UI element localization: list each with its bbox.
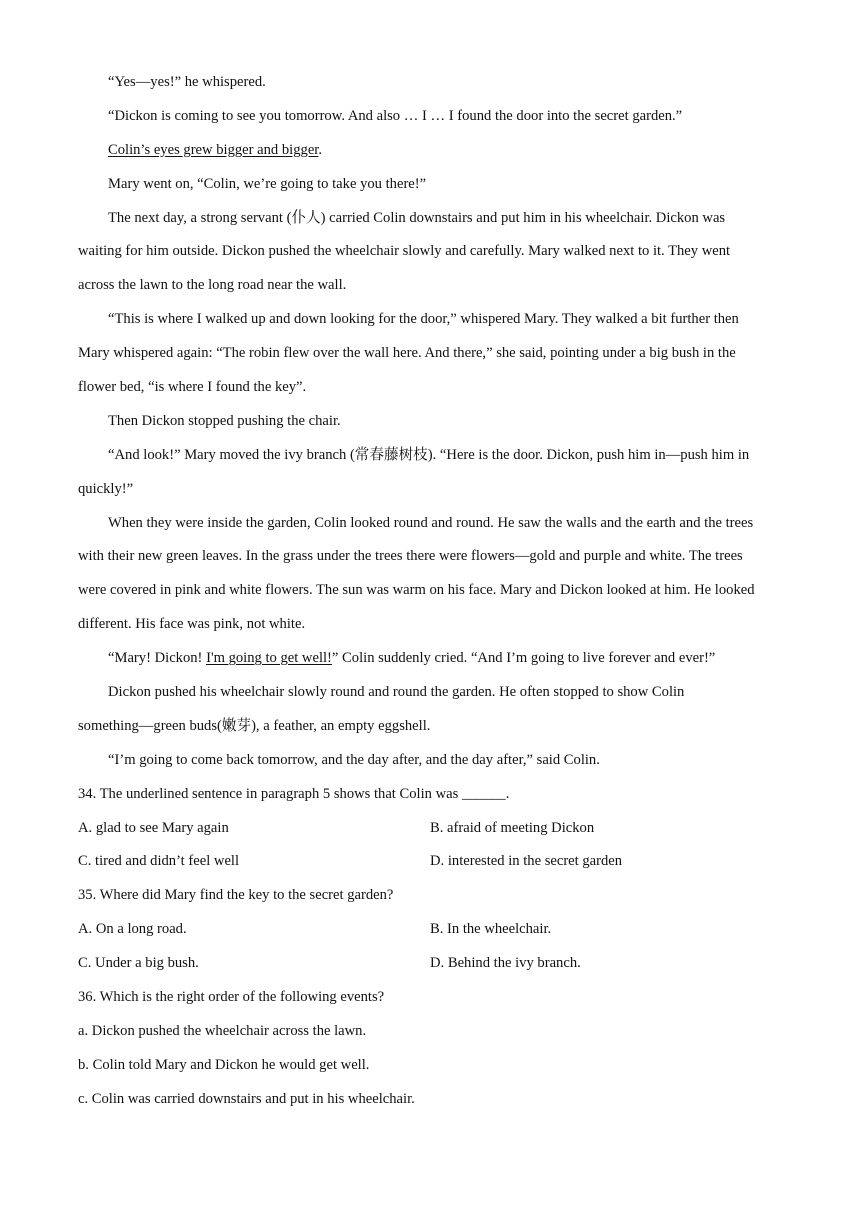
question-35-option-a: A. On a long road.: [78, 921, 187, 938]
question-35-option-b: B. In the wheelchair.: [430, 921, 552, 938]
question-35-option-c: C. Under a big bush.: [78, 955, 199, 972]
paragraph-10-end: ” Colin suddenly cried. “And I’m going to live forever and ever!”: [331, 650, 716, 667]
question-34-option-b: B. afraid of meeting Dickon: [430, 819, 595, 836]
story-paragraph-3: [78, 134, 784, 168]
question-34-option-a: A. glad to see Mary again: [78, 819, 229, 836]
story-paragraph-9-line-1: When they were inside the garden, Colin looked round and round. He saw the walls and the earth and the trees: [108, 514, 754, 531]
story-paragraph-7: Then Dickon stopped pushing the chair.: [108, 412, 341, 429]
question-36-event-b: b. Colin told Mary and Dickon he would get well.: [78, 1056, 370, 1073]
question-34-option-d: D. interested in the secret garden: [430, 853, 623, 870]
question-34-options-row-2: [78, 845, 784, 879]
underlined-sentence-get-well: I'm going to get well!: [206, 650, 332, 667]
story-paragraph-8-line-1: “And look!” Mary moved the ivy branch (常春藤树枝). “Here is the door. Dickon, push him in—push him in: [108, 446, 750, 463]
document-page: [78, 66, 784, 1117]
story-paragraph-6-line-1: “This is where I walked up and down looking for the door,” whispered Mary. They walked a bit further then: [108, 311, 739, 328]
story-paragraph-2: “Dickon is coming to see you tomorrow. And also … I … I found the door into the secret garden.”: [108, 107, 683, 124]
underlined-sentence-eyes: Colin’s eyes grew bigger and bigger: [108, 141, 319, 158]
question-36-event-c: c. Colin was carried downstairs and put in his wheelchair.: [78, 1090, 415, 1107]
story-paragraph-8-line-2: quickly!”: [78, 480, 134, 497]
paragraph-3-end: .: [318, 141, 323, 158]
story-paragraph-5-line-2: waiting for him outside. Dickon pushed the wheelchair slowly and carefully. Mary walked next to it. They went: [78, 243, 731, 260]
story-paragraph-6-line-3: flower bed, “is where I found the key”.: [78, 379, 307, 396]
story-paragraph-6-line-2: Mary whispered again: “The robin flew over the wall here. And there,” she said, pointing under a big bush in the: [78, 345, 736, 362]
question-35-options-row-2: [78, 947, 784, 981]
story-paragraph-9-line-2: with their new green leaves. In the grass under the trees there were flowers—gold and purple and white. The trees: [78, 548, 743, 565]
story-paragraph-5-line-3: across the lawn to the long road near the wall.: [78, 277, 347, 294]
story-paragraph-4: Mary went on, “Colin, we’re going to take you there!”: [108, 175, 427, 192]
story-paragraph-9-line-3: were covered in pink and white flowers. The sun was warm on his face. Mary and Dickon looked at him. He looked: [78, 582, 755, 599]
story-paragraph-1: “Yes—yes!” he whispered.: [108, 74, 266, 90]
story-paragraph-5-line-1: The next day, a strong servant (仆人) carried Colin downstairs and put him in his wheelchair. Dickon was: [108, 209, 726, 226]
story-paragraph-11-line-1: Dickon pushed his wheelchair slowly round and round the garden. He often stopped to show Colin: [108, 684, 685, 701]
question-35-stem: 35. Where did Mary find the key to the secret garden?: [78, 887, 394, 904]
story-paragraph-12: “I’m going to come back tomorrow, and the day after, and the day after,” said Colin.: [108, 751, 600, 768]
question-34-option-c: C. tired and didn’t feel well: [78, 853, 240, 870]
question-34-options-row-1: [78, 812, 784, 846]
question-34-stem: 34. The underlined sentence in paragraph 5 shows that Colin was ______.: [78, 785, 510, 802]
story-paragraph-9-line-4: different. His face was pink, not white.: [78, 616, 306, 633]
question-36-stem: 36. Which is the right order of the following events?: [78, 989, 385, 1006]
story-paragraph-10: [78, 642, 784, 676]
question-36-event-a: a. Dickon pushed the wheelchair across the lawn.: [78, 1022, 367, 1039]
story-paragraph-11-line-2: something—green buds(嫩芽), a feather, an empty eggshell.: [78, 717, 431, 734]
question-35-option-d: D. Behind the ivy branch.: [430, 955, 581, 972]
question-35-options-row-1: [78, 913, 784, 947]
paragraph-10-start: “Mary! Dickon!: [108, 650, 207, 667]
